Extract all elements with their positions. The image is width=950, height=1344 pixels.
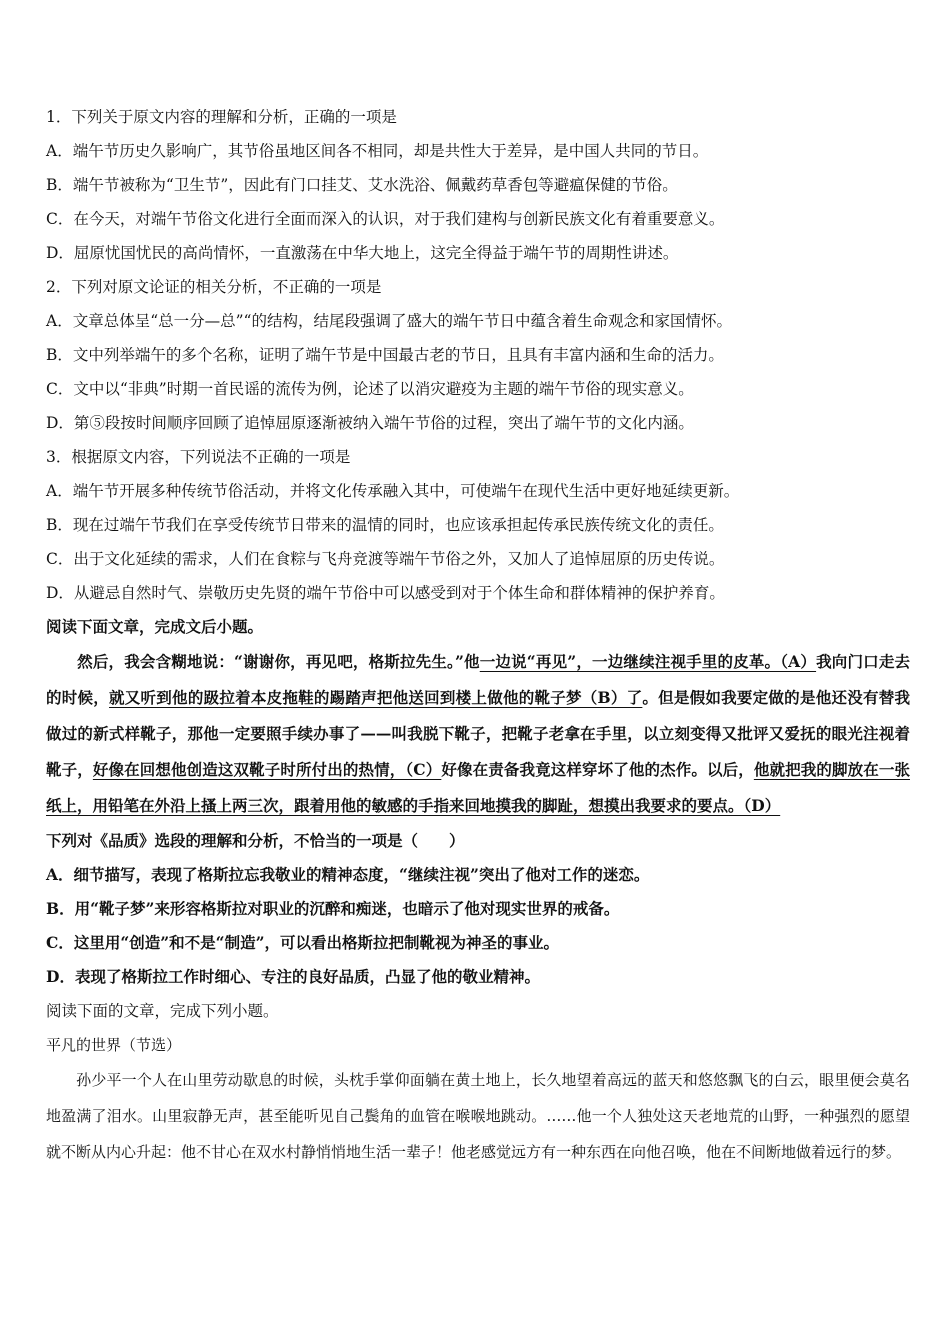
reading-section-2 [46,994,910,1170]
reading-section-1 [46,610,910,994]
underlined-segment-c: 好像在回想他创造这双靴子时所付出的热情，（C） [92,760,442,779]
question-3 [46,440,910,610]
passage-segment-4: 好像在责备我竟这样穿坏了他的杰作。以后， [441,760,754,779]
reading-1-option-b: B．用“靴子梦”来形容格斯拉对职业的沉醉和痴迷，也暗示了他对现实世界的戒备。 [46,899,620,918]
question-2-option-d: D．第⑤段按时间顺序回顾了追悼屈原逐渐被纳入端午节俗的过程，突出了端午节的文化内涵。 [46,414,694,432]
passage-segment-3: 。但是假如我要定做的是他还没有替我做过的新式样靴子，那他一定要照手续办事了——叫我脱下靴子，把靴子老拿在手里，以立刻变得又批评又爱抚的眼光注视着靴子， [46,688,910,779]
question-2-option-b: B．文中列举端午的多个名称，证明了端午节是中国最古老的节日，且具有丰富内涵和生命的活力。 [46,346,724,364]
passage-segment-1: 然后，我会含糊地说：“谢谢你，再见吧，格斯拉先生。”他 [77,652,480,671]
reading-1-option-a: A．细节描写，表现了格斯拉忘我敬业的精神态度，“继续注视”突出了他对工作的迷恋。 [46,865,650,884]
reading-1-option-c: C．这里用“创造”和不是“制造”，可以看出格斯拉把制靴视为神圣的事业。 [46,933,560,952]
question-3-stem: 3．根据原文内容，下列说法不正确的一项是 [46,448,351,466]
question-2-stem: 2．下列对原文论证的相关分析，不正确的一项是 [46,278,382,296]
underlined-segment-b: 就又听到他的趿拉着本皮拖鞋的踢踏声把他送回到楼上做他的靴子梦（B）了 [109,688,643,707]
question-1-stem: 1．下列关于原文内容的理解和分析，正确的一项是 [46,108,397,126]
reading-2-paragraph-text: 孙少平一个人在山里劳动歇息的时候，头枕手掌仰面躺在黄土地上，长久地望着高远的蓝天和悠悠飘飞的白云，眼里便会莫名地盈满了泪水。山里寂静无声，甚至能听见自己鬓角的血管在喉喉地跳动。……他一个人独处这天老地荒的山野，一种强烈的愿望就不断从内心升起：他不甘心在双水村静悄悄地生活一辈子！他老感觉远方有一种东西在向他召唤，他在不间断地做着远行的梦。 [46,1071,910,1161]
question-1-option-c: C．在今天，对端午节俗文化进行全面而深入的认识，对于我们建构与创新民族文化有着重要意义。 [46,210,725,228]
reading-1-question: 下列对《品质》选段的理解和分析，不恰当的一项是（ ） [46,831,465,850]
reading-2-paragraph [46,1062,910,1170]
underlined-segment-a: 一边说“再见”，一边继续注视手里的皮革。（A） [479,652,817,671]
question-3-option-b: B．现在过端午节我们在享受传统节日带来的温情的同时，也应该承担起传承民族传统文化的责任。 [46,516,724,534]
question-3-option-d: D．从避忌自然时气、崇敬历史先贤的端午节俗中可以感受到对于个体生命和群体精神的保护养育。 [46,584,725,602]
question-2-option-a: A．文章总体呈“总一分—总”“的结构，结尾段强调了盛大的端午节日中蕴含着生命观念和家国情怀。 [46,312,732,330]
question-1 [46,100,910,270]
reading-1-instruction: 阅读下面文章，完成文后小题。 [46,617,264,636]
question-2-option-c: C．文中以“非典”时期一首民谣的流传为例，论述了以消灾避疫为主题的端午节俗的现实意义。 [46,380,694,398]
passage-segment-2: 我向门口走去的时候， [46,652,910,707]
underlined-segment-d: 他就把我的脚放在一张纸上，用铅笔在外沿上搔上两三次，跟着用他的敏感的手指来回地摸我的脚趾，想摸出我要求的要点。（D） [46,760,910,815]
question-1-option-d: D．屈原忧国忧民的高尚情怀，一直激荡在中华大地上，这完全得益于端午节的周期性讲述。 [46,244,679,262]
reading-2-title: 平凡的世界（节选） [46,1036,182,1054]
exam-page [46,100,910,1170]
reading-1-passage [46,644,910,824]
reading-1-option-d: D．表现了格斯拉工作时细心、专注的良好品质，凸显了他的敬业精神。 [46,967,540,986]
question-2 [46,270,910,440]
question-3-option-a: A．端午节开展多种传统节俗活动，并将文化传承融入其中，可使端午在现代生活中更好地延续更新。 [46,482,740,500]
reading-2-instruction: 阅读下面的文章，完成下列小题。 [46,1002,279,1020]
question-1-option-b: B．端午节被称为“卫生节”，因此有门口挂艾、艾水洗浴、佩戴药草香包等避瘟保健的节俗。 [46,176,678,194]
question-1-option-a: A．端午节历史久影响广，其节俗虽地区间各不相同，却是共性大于差异，是中国人共同的节日。 [46,142,709,160]
question-3-option-c: C．出于文化延续的需求，人们在食粽与飞舟竞渡等端午节俗之外，又加人了追悼屈原的历史传说。 [46,550,725,568]
